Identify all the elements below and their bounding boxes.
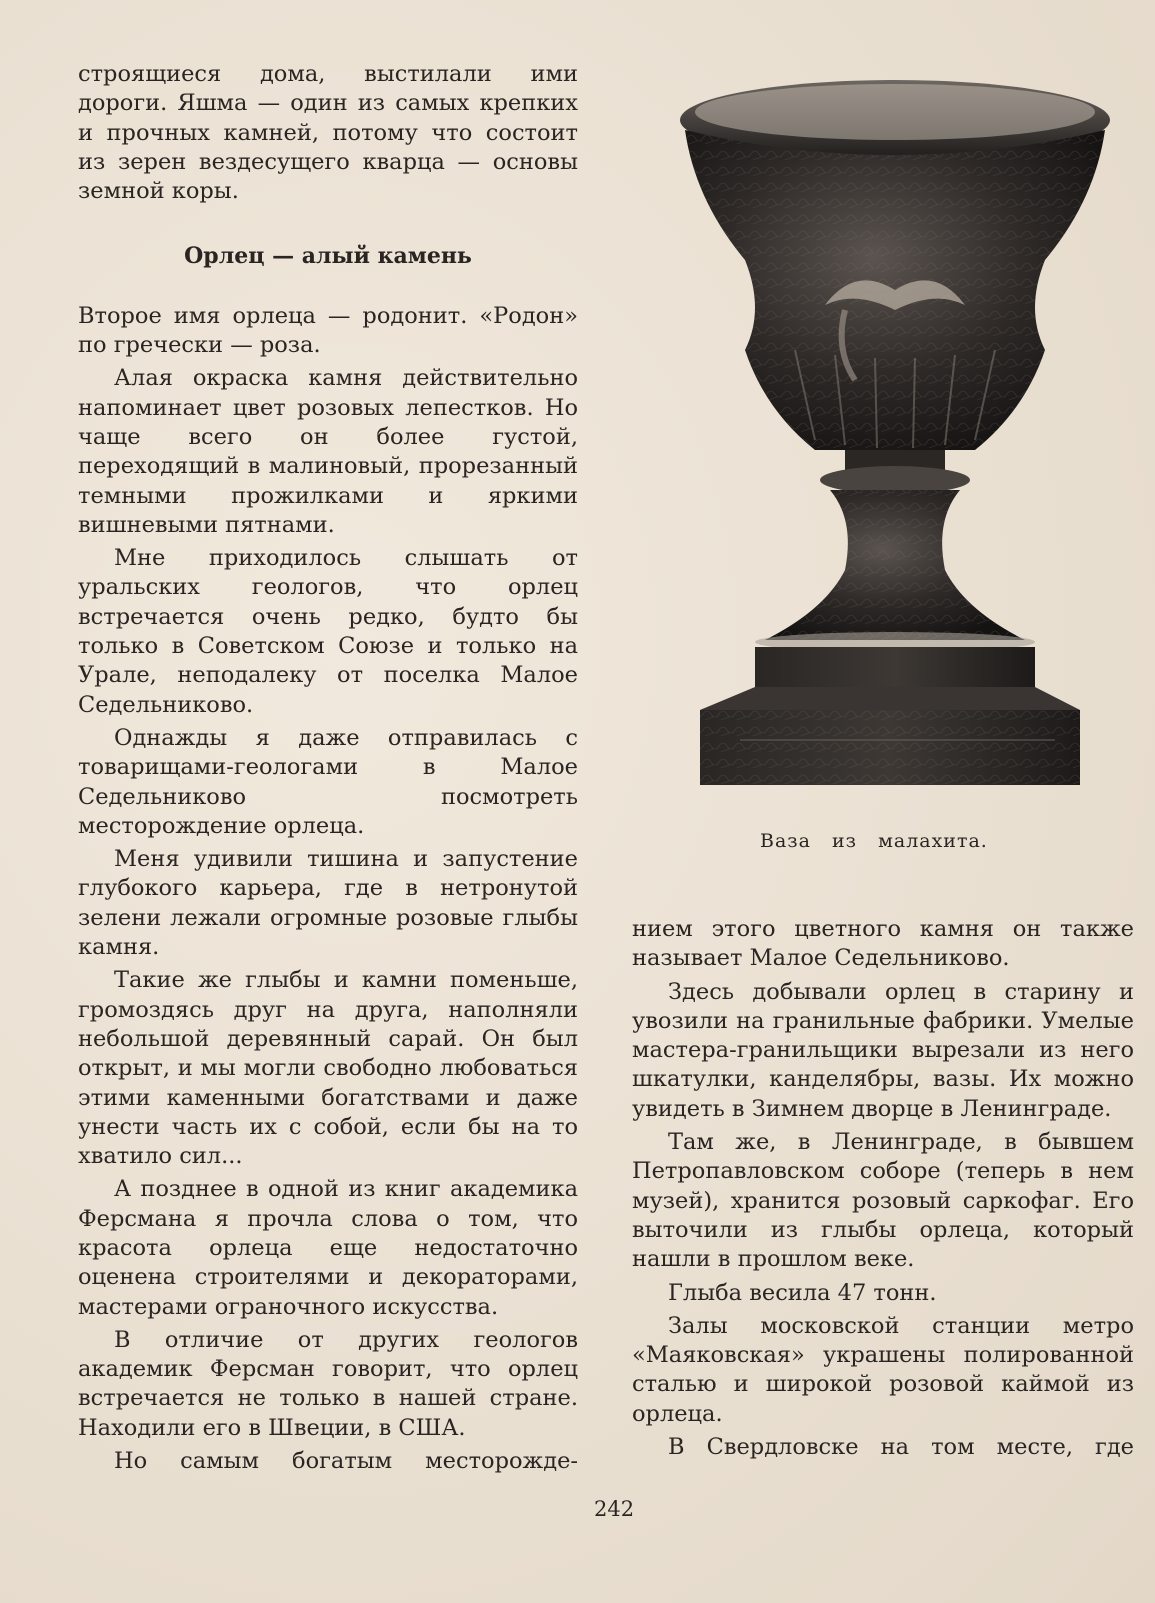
paragraph: Но самым богатым месторожде- [114, 1448, 578, 1475]
paragraph: Там же, в Ленинграде, в бывшем Петропавловском соборе (теперь в нем музей), хранится розовый саркофаг. Его выточили из глыбы орлеца, который нашли в прошлом веке. [632, 1129, 1134, 1273]
section-heading: Орлец — алый камень [184, 243, 472, 270]
paragraph: нием этого цветного камня он также называет Малое Седельниково. [632, 916, 1134, 972]
paragraph: Мне приходилось слышать от уральских геологов, что орлец встречается очень редко, будто бы только в Советском Союзе и только на Урале, неподалеку от поселка Малое Седельниково. [78, 545, 578, 718]
figure-caption: Ваза из малахита. [760, 830, 988, 852]
paragraph: строящиеся дома, выстилали ими дороги. Яшма — один из самых крепких и прочных камней, потому что состоит из зерен вездесущего кварца — основы земной коры. [78, 61, 578, 205]
left-column [78, 60, 578, 1480]
paragraph: В Свердловске на том месте, где [668, 1434, 1134, 1461]
paragraph: Залы московской станции метро «Маяковская» украшены полированной сталью и широкой розовой каймой из орлеца. [632, 1312, 1134, 1427]
page-number: 242 [594, 1497, 635, 1521]
paragraph: А позднее в одной из книг академика Ферсмана я прочла слова о том, что красота орлеца еще недостаточно оценена строителями и декораторами, мастерами ограночного искусства. [78, 1176, 578, 1320]
paragraph: В отличие от других геологов академик Ферсман говорит, что орлец встречается не только в нашей стране. Находили его в Швеции, в США. [78, 1326, 578, 1441]
right-column [632, 915, 1134, 1466]
paragraph: Однажды я даже отправилась с товарищами-геологами в Малое Седельниково посмотреть месторождение орлеца. [78, 724, 578, 839]
paragraph: Второе имя орлеца — родонит. «Родон» по гречески — роза. [78, 302, 578, 359]
paragraph: Меня удивили тишина и запустение глубокого карьера, где в нетронутой зелени лежали огромные розовые глыбы камня. [78, 846, 578, 961]
vase-illustration [655, 50, 1125, 800]
paragraph: Глыба весила 47 тонн. [668, 1279, 937, 1306]
paragraph: Такие же глыбы и камни поменьше, громоздясь друг на друга, наполняли небольшой деревянный сарай. Он был открыт, и мы могли свободно любоваться этими каменными богатствами и даже унести часть их с собой, если бы на то хватило сил... [78, 967, 578, 1170]
paragraph: Алая окраска камня действительно напоминает цвет розовых лепестков. Но чаще всего он более густой, переходящий в малиновый, прорезанный темными прожилками и яркими вишневыми пятнами. [78, 365, 578, 538]
paragraph: Здесь добывали орлец в старину и увозили на гранильные фабрики. Умелые мастера-гранильщики вырезали из него шкатулки, канделябры, вазы. Их можно увидеть в Зимнем дворце в Ленинграде. [632, 978, 1134, 1122]
